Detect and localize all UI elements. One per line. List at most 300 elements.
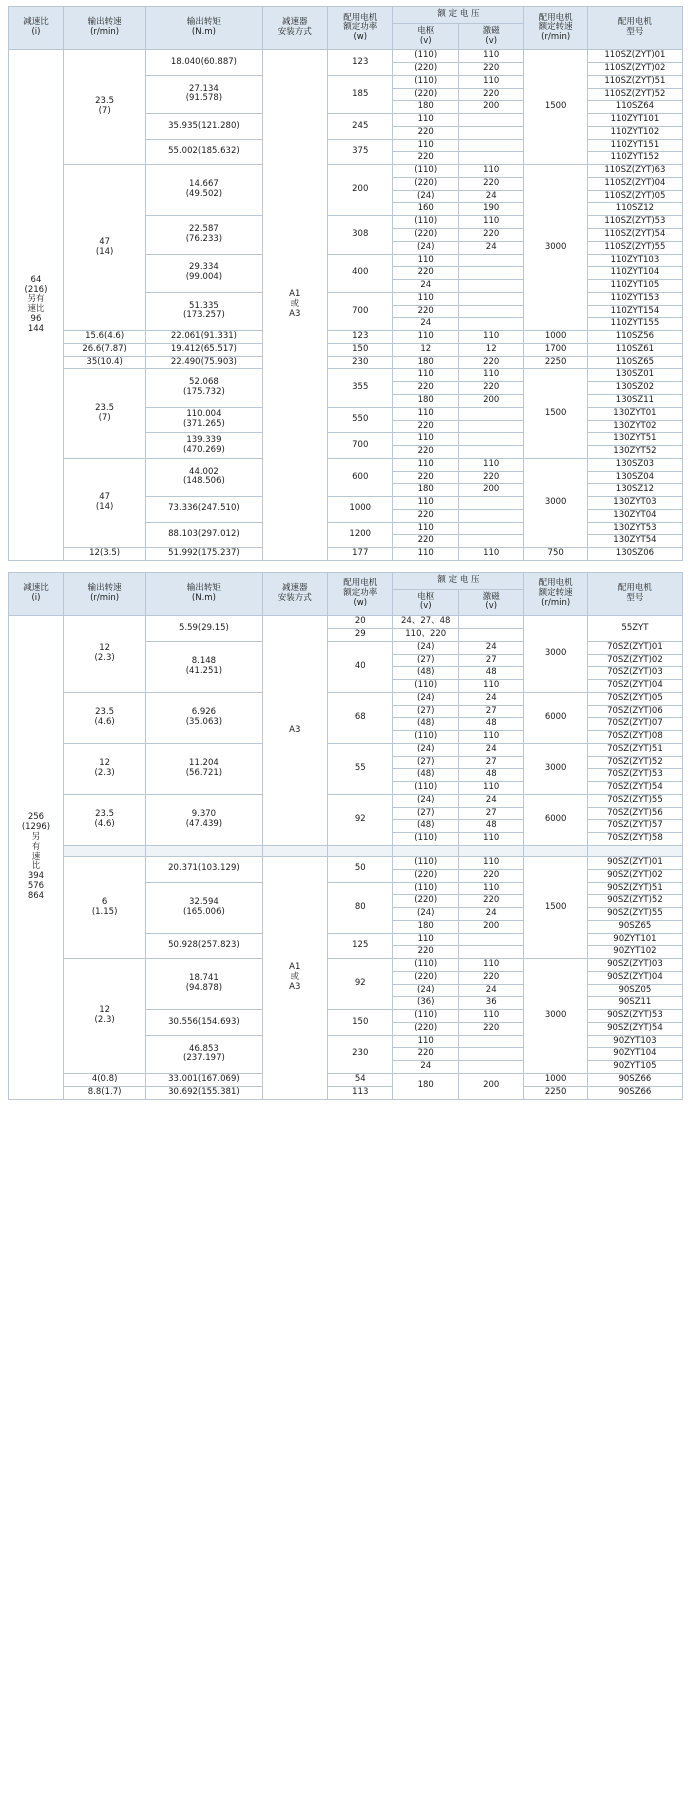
- col-rated-speed-2-l3: (r/min): [541, 597, 571, 608]
- output-torque-cell: 51.335 (173.257): [146, 292, 262, 330]
- table-row: [9, 165, 683, 178]
- output-speed-cell: 26.6(7.87): [63, 343, 145, 356]
- armature-voltage-cell: 220: [393, 152, 458, 165]
- excitation-voltage-cell: 200: [458, 1074, 524, 1100]
- col-power-2-l3: (w): [353, 597, 368, 608]
- motor-model-cell: 110SZ(ZYT)01: [587, 50, 682, 63]
- col-rated-speed-2-l2: 额定转速: [538, 588, 573, 599]
- armature-voltage-cell: 220: [393, 382, 458, 395]
- excitation-voltage-cell: [458, 433, 524, 446]
- excitation-voltage-cell: 24: [458, 190, 524, 203]
- armature-voltage-cell: (110): [393, 857, 458, 870]
- power-cell: 92: [328, 959, 393, 1010]
- excitation-voltage-cell: [458, 616, 524, 629]
- col-rated-speed-l2: 额定转速: [538, 22, 573, 33]
- armature-voltage-cell: (110): [393, 216, 458, 229]
- excitation-voltage-cell: [458, 292, 524, 305]
- excitation-voltage-cell: 24: [458, 641, 524, 654]
- excitation-voltage-cell: 36: [458, 997, 524, 1010]
- armature-voltage-cell: (110): [393, 1010, 458, 1023]
- col-armature-l1: 电枢: [417, 25, 435, 36]
- motor-model-cell: 90SZ(ZYT)54: [587, 1022, 682, 1035]
- armature-voltage-cell: 180: [393, 356, 458, 369]
- armature-voltage-cell: (27): [393, 654, 458, 667]
- motor-model-cell: 90SZ(ZYT)53: [587, 1010, 682, 1023]
- motor-model-cell: 130SZ04: [587, 471, 682, 484]
- col-rated-speed-2: [524, 572, 587, 615]
- col-ratio: [9, 7, 64, 50]
- excitation-voltage-cell: 110: [458, 680, 524, 693]
- power-cell: 68: [328, 692, 393, 743]
- armature-voltage-cell: (48): [393, 667, 458, 680]
- armature-voltage-cell: (220): [393, 1022, 458, 1035]
- motor-model-cell: 70SZ(ZYT)01: [587, 641, 682, 654]
- armature-voltage-cell: (48): [393, 820, 458, 833]
- motor-model-cell: 130ZYT04: [587, 509, 682, 522]
- table-row: [9, 369, 683, 382]
- excitation-voltage-cell: 48: [458, 718, 524, 731]
- excitation-voltage-cell: 110: [458, 165, 524, 178]
- col-power-l2: 额定功率: [343, 22, 378, 33]
- armature-voltage-cell: 110: [393, 458, 458, 471]
- armature-voltage-cell: (24): [393, 794, 458, 807]
- table-row: [9, 846, 683, 857]
- col-voltage: 额 定 电 压: [393, 7, 524, 24]
- table-row: [9, 794, 683, 807]
- motor-model-cell: 110SZ(ZYT)53: [587, 216, 682, 229]
- armature-voltage-cell: 12: [393, 343, 458, 356]
- motor-model-cell: 90SZ66: [587, 1086, 682, 1099]
- armature-voltage-cell: (27): [393, 705, 458, 718]
- armature-voltage-cell: (110): [393, 75, 458, 88]
- motor-model-cell: 70SZ(ZYT)02: [587, 654, 682, 667]
- output-torque-cell: 18.741 (94.878): [146, 959, 262, 1010]
- table-row: [9, 50, 683, 63]
- rated-speed-cell: 750: [524, 548, 587, 561]
- armature-voltage-cell: (220): [393, 971, 458, 984]
- excitation-voltage-cell: 110: [458, 959, 524, 972]
- motor-model-cell: 110SZ(ZYT)51: [587, 75, 682, 88]
- excitation-voltage-cell: 12: [458, 343, 524, 356]
- armature-voltage-cell: (24): [393, 241, 458, 254]
- output-torque-cell: 6.926 (35.063): [146, 692, 262, 743]
- armature-voltage-cell: 110: [393, 407, 458, 420]
- col-output-speed-2: [63, 572, 145, 615]
- motor-model-cell: 110SZ(ZYT)52: [587, 88, 682, 101]
- excitation-voltage-cell: 48: [458, 820, 524, 833]
- col-excitation-2-l2: (v): [485, 601, 498, 612]
- armature-voltage-cell: (48): [393, 769, 458, 782]
- excitation-voltage-cell: [458, 139, 524, 152]
- motor-model-cell: 110SZ61: [587, 343, 682, 356]
- motor-model-cell: 70SZ(ZYT)53: [587, 769, 682, 782]
- power-cell: 123: [328, 331, 393, 344]
- excitation-voltage-cell: 220: [458, 177, 524, 190]
- power-cell: 308: [328, 216, 393, 254]
- motor-model-cell: 130SZ02: [587, 382, 682, 395]
- col-excitation-l1: 激磁: [482, 25, 500, 36]
- motor-model-cell: 90SZ(ZYT)52: [587, 895, 682, 908]
- col-ratio-2-l2: (i): [31, 593, 41, 604]
- excitation-voltage-cell: 200: [458, 101, 524, 114]
- output-speed-cell: 47 (14): [63, 165, 145, 331]
- power-cell: 150: [328, 1010, 393, 1036]
- rated-speed-cell: 3000: [524, 616, 587, 693]
- table-row: [9, 1074, 683, 1087]
- armature-voltage-cell: 110: [393, 522, 458, 535]
- armature-voltage-cell: (27): [393, 807, 458, 820]
- excitation-voltage-cell: [458, 305, 524, 318]
- rated-speed-cell: 3000: [524, 165, 587, 331]
- motor-model-cell: 130SZ01: [587, 369, 682, 382]
- motor-model-cell: 90ZYT102: [587, 946, 682, 959]
- header-row-top: [9, 7, 683, 24]
- motor-model-cell: 110ZYT101: [587, 114, 682, 127]
- excitation-voltage-cell: 200: [458, 484, 524, 497]
- motor-model-cell: 70SZ(ZYT)52: [587, 756, 682, 769]
- excitation-voltage-cell: 24: [458, 692, 524, 705]
- power-cell: 80: [328, 882, 393, 933]
- excitation-voltage-cell: 24: [458, 984, 524, 997]
- armature-voltage-cell: 110: [393, 114, 458, 127]
- col-model-2-l1: 配用电机: [617, 583, 652, 594]
- col-power: [328, 7, 393, 50]
- excitation-voltage-cell: 110: [458, 331, 524, 344]
- col-mounting-2-l1: 减速器: [282, 583, 308, 594]
- excitation-voltage-cell: 110: [458, 458, 524, 471]
- armature-voltage-cell: 220: [393, 946, 458, 959]
- motor-model-cell: 110ZYT152: [587, 152, 682, 165]
- motor-model-cell: 130ZYT03: [587, 497, 682, 510]
- excitation-voltage-cell: 110: [458, 216, 524, 229]
- output-speed-cell: 35(10.4): [63, 356, 145, 369]
- motor-model-cell: 70SZ(ZYT)54: [587, 782, 682, 795]
- col-power-2-l1: 配用电机: [343, 578, 378, 589]
- power-cell: 185: [328, 75, 393, 113]
- col-output-torque: [146, 7, 262, 50]
- armature-voltage-cell: 220: [393, 1048, 458, 1061]
- armature-voltage-cell: 220: [393, 446, 458, 459]
- output-torque-cell: 5.59(29.15): [146, 616, 262, 642]
- excitation-voltage-cell: 24: [458, 241, 524, 254]
- output-speed-cell: 47 (14): [63, 458, 145, 547]
- armature-voltage-cell: 180: [393, 394, 458, 407]
- spec-table-1: [8, 6, 683, 561]
- power-cell: 700: [328, 292, 393, 330]
- excitation-voltage-cell: 220: [458, 382, 524, 395]
- excitation-voltage-cell: [458, 267, 524, 280]
- col-excitation-2-l1: 激磁: [482, 591, 500, 602]
- col-output-speed: [63, 7, 145, 50]
- col-rated-speed-2-l1: 配用电机: [538, 578, 573, 589]
- output-torque-cell: 55.002(185.632): [146, 139, 262, 165]
- col-rated-speed-l1: 配用电机: [538, 12, 573, 23]
- col-excitation-l2: (v): [485, 35, 498, 46]
- armature-voltage-cell: 220: [393, 535, 458, 548]
- output-speed-cell: 23.5 (4.6): [63, 692, 145, 743]
- motor-model-cell: 110SZ56: [587, 331, 682, 344]
- motor-model-cell: 110SZ(ZYT)54: [587, 229, 682, 242]
- armature-voltage-cell: (48): [393, 718, 458, 731]
- section-separator: [63, 846, 145, 857]
- output-speed-cell: 23.5 (4.6): [63, 794, 145, 845]
- rated-speed-cell: 1500: [524, 369, 587, 458]
- ratio-cell: 256 (1296) 另 有 速 比 394 576 864: [9, 616, 64, 1099]
- motor-model-cell: 130ZYT02: [587, 420, 682, 433]
- excitation-voltage-cell: 24: [458, 743, 524, 756]
- motor-model-cell: 110SZ12: [587, 203, 682, 216]
- armature-voltage-cell: (220): [393, 88, 458, 101]
- output-torque-cell: 52.068 (175.732): [146, 369, 262, 407]
- col-ratio-2-l1: 减速比: [23, 583, 49, 594]
- motor-model-cell: 70SZ(ZYT)04: [587, 680, 682, 693]
- motor-model-cell: 90SZ(ZYT)02: [587, 869, 682, 882]
- armature-voltage-cell: 180: [393, 484, 458, 497]
- mounting-cell: A1 或 A3: [262, 857, 327, 1100]
- motor-model-cell: 70SZ(ZYT)05: [587, 692, 682, 705]
- rated-speed-cell: 3000: [524, 743, 587, 794]
- section-separator: [146, 846, 262, 857]
- excitation-voltage-cell: 220: [458, 229, 524, 242]
- col-mounting-l2: 安装方式: [277, 27, 312, 38]
- power-cell: 29: [328, 628, 393, 641]
- motor-model-cell: 90ZYT105: [587, 1061, 682, 1074]
- armature-voltage-cell: (110): [393, 731, 458, 744]
- excitation-voltage-cell: [458, 280, 524, 293]
- rated-speed-cell: 3000: [524, 959, 587, 1074]
- motor-model-cell: 90SZ(ZYT)01: [587, 857, 682, 870]
- armature-voltage-cell: 110: [393, 933, 458, 946]
- col-output-speed-2-l1: 输出转速: [87, 583, 122, 594]
- excitation-voltage-cell: 220: [458, 471, 524, 484]
- excitation-voltage-cell: [458, 497, 524, 510]
- section-separator: [458, 846, 524, 857]
- power-cell: 230: [328, 1035, 393, 1073]
- armature-voltage-cell: (24): [393, 641, 458, 654]
- armature-voltage-cell: 220: [393, 509, 458, 522]
- armature-voltage-cell: (220): [393, 177, 458, 190]
- power-cell: 400: [328, 254, 393, 292]
- excitation-voltage-cell: 24: [458, 794, 524, 807]
- excitation-voltage-cell: 110: [458, 548, 524, 561]
- power-cell: 355: [328, 369, 393, 407]
- armature-voltage-cell: 180: [393, 1074, 458, 1100]
- col-rated-speed-l3: (r/min): [541, 32, 571, 43]
- motor-model-cell: 90SZ(ZYT)55: [587, 908, 682, 921]
- power-cell: 123: [328, 50, 393, 76]
- power-cell: 92: [328, 794, 393, 845]
- output-speed-cell: 8.8(1.7): [63, 1086, 145, 1099]
- table-row: [9, 616, 683, 629]
- motor-model-cell: 70SZ(ZYT)57: [587, 820, 682, 833]
- output-speed-cell: 15.6(4.6): [63, 331, 145, 344]
- excitation-voltage-cell: [458, 420, 524, 433]
- excitation-voltage-cell: 220: [458, 63, 524, 76]
- output-speed-cell: 4(0.8): [63, 1074, 145, 1087]
- motor-model-cell: 110SZ(ZYT)04: [587, 177, 682, 190]
- col-output-speed-l2: (r/min): [90, 27, 120, 38]
- table-row: [9, 356, 683, 369]
- col-excitation-2: [458, 589, 524, 616]
- excitation-voltage-cell: [458, 535, 524, 548]
- motor-model-cell: 110ZYT155: [587, 318, 682, 331]
- motor-model-cell: 55ZYT: [587, 616, 682, 642]
- motor-model-cell: 90SZ(ZYT)03: [587, 959, 682, 972]
- power-cell: 200: [328, 165, 393, 216]
- col-armature-2-l2: (v): [419, 601, 432, 612]
- motor-model-cell: 90SZ(ZYT)51: [587, 882, 682, 895]
- output-torque-cell: 20.371(103.129): [146, 857, 262, 883]
- armature-voltage-cell: (220): [393, 229, 458, 242]
- excitation-voltage-cell: 110: [458, 731, 524, 744]
- output-torque-cell: 88.103(297.012): [146, 522, 262, 548]
- excitation-voltage-cell: 110: [458, 782, 524, 795]
- power-cell: 1000: [328, 497, 393, 523]
- excitation-voltage-cell: 220: [458, 88, 524, 101]
- rated-speed-cell: 1000: [524, 1074, 587, 1087]
- motor-model-cell: 130ZYT01: [587, 407, 682, 420]
- output-speed-cell: 12 (2.3): [63, 959, 145, 1074]
- excitation-voltage-cell: 110: [458, 1010, 524, 1023]
- excitation-voltage-cell: [458, 254, 524, 267]
- output-torque-cell: 46.853 (237.197): [146, 1035, 262, 1073]
- motor-model-cell: 90SZ66: [587, 1074, 682, 1087]
- motor-model-cell: 130ZYT52: [587, 446, 682, 459]
- excitation-voltage-cell: [458, 114, 524, 127]
- col-armature-2: [393, 589, 458, 616]
- rated-speed-cell: 3000: [524, 458, 587, 547]
- rated-speed-cell: 6000: [524, 692, 587, 743]
- motor-model-cell: 70SZ(ZYT)55: [587, 794, 682, 807]
- motor-model-cell: 130SZ11: [587, 394, 682, 407]
- rated-speed-cell: 1500: [524, 857, 587, 959]
- excitation-voltage-cell: [458, 407, 524, 420]
- excitation-voltage-cell: [458, 126, 524, 139]
- excitation-voltage-cell: [458, 446, 524, 459]
- armature-voltage-cell: 220: [393, 267, 458, 280]
- col-output-torque-2: [146, 572, 262, 615]
- output-torque-cell: 29.334 (99.004): [146, 254, 262, 292]
- armature-voltage-cell: 220: [393, 420, 458, 433]
- power-cell: 700: [328, 433, 393, 459]
- output-torque-cell: 8.148 (41.251): [146, 641, 262, 692]
- table-row: [9, 1086, 683, 1099]
- output-torque-cell: 35.935(121.280): [146, 114, 262, 140]
- motor-model-cell: 110SZ(ZYT)02: [587, 63, 682, 76]
- excitation-voltage-cell: 110: [458, 369, 524, 382]
- table-row: [9, 857, 683, 870]
- power-cell: 245: [328, 114, 393, 140]
- table-row: [9, 343, 683, 356]
- armature-voltage-cell: 24: [393, 318, 458, 331]
- section-separator: [393, 846, 458, 857]
- col-model-2: [587, 572, 682, 615]
- ratio-cell: 64 (216) 另有 速比 96 144: [9, 50, 64, 561]
- armature-voltage-cell: 110: [393, 497, 458, 510]
- col-model-l1: 配用电机: [617, 17, 652, 28]
- excitation-voltage-cell: [458, 522, 524, 535]
- motor-model-cell: 90ZYT101: [587, 933, 682, 946]
- armature-voltage-cell: 110: [393, 548, 458, 561]
- table-row: [9, 743, 683, 756]
- col-armature-2-l1: 电枢: [417, 591, 435, 602]
- motor-model-cell: 70SZ(ZYT)51: [587, 743, 682, 756]
- col-ratio-l2: (i): [31, 27, 41, 38]
- armature-voltage-cell: 110: [393, 292, 458, 305]
- excitation-voltage-cell: 110: [458, 75, 524, 88]
- output-torque-cell: 30.692(155.381): [146, 1086, 262, 1099]
- motor-model-cell: 130ZYT54: [587, 535, 682, 548]
- motor-model-cell: 110ZYT102: [587, 126, 682, 139]
- spec-table-1-body: [9, 50, 683, 561]
- excitation-voltage-cell: [458, 1035, 524, 1048]
- motor-model-cell: 130ZYT51: [587, 433, 682, 446]
- power-cell: 550: [328, 407, 393, 433]
- section-separator: [328, 846, 393, 857]
- excitation-voltage-cell: 110: [458, 50, 524, 63]
- motor-model-cell: 70SZ(ZYT)03: [587, 667, 682, 680]
- excitation-voltage-cell: 27: [458, 807, 524, 820]
- motor-model-cell: 90ZYT104: [587, 1048, 682, 1061]
- motor-model-cell: 130ZYT53: [587, 522, 682, 535]
- armature-voltage-cell: 24: [393, 1061, 458, 1074]
- motor-model-cell: 110ZYT151: [587, 139, 682, 152]
- motor-model-cell: 90SZ(ZYT)04: [587, 971, 682, 984]
- excitation-voltage-cell: [458, 933, 524, 946]
- armature-voltage-cell: 160: [393, 203, 458, 216]
- armature-voltage-cell: 110: [393, 254, 458, 267]
- motor-model-cell: 110SZ64: [587, 101, 682, 114]
- mounting-cell: A3: [262, 616, 327, 846]
- excitation-voltage-cell: [458, 946, 524, 959]
- motor-model-cell: 90SZ65: [587, 920, 682, 933]
- excitation-voltage-cell: 27: [458, 756, 524, 769]
- rated-speed-cell: 2250: [524, 356, 587, 369]
- motor-model-cell: 90SZ11: [587, 997, 682, 1010]
- col-rated-speed: [524, 7, 587, 50]
- armature-voltage-cell: (27): [393, 756, 458, 769]
- motor-model-cell: 90ZYT103: [587, 1035, 682, 1048]
- power-cell: 230: [328, 356, 393, 369]
- excitation-voltage-cell: 110: [458, 833, 524, 846]
- output-torque-cell: 18.040(60.887): [146, 50, 262, 76]
- col-output-speed-2-l2: (r/min): [90, 593, 120, 604]
- excitation-voltage-cell: 24: [458, 908, 524, 921]
- power-cell: 150: [328, 343, 393, 356]
- armature-voltage-cell: (110): [393, 959, 458, 972]
- excitation-voltage-cell: 220: [458, 971, 524, 984]
- header-row-top-2: [9, 572, 683, 589]
- armature-voltage-cell: (110): [393, 680, 458, 693]
- col-mounting-l1: 减速器: [282, 17, 308, 28]
- excitation-voltage-cell: 220: [458, 869, 524, 882]
- section-separator: [587, 846, 682, 857]
- motor-model-cell: 90SZ05: [587, 984, 682, 997]
- armature-voltage-cell: 180: [393, 920, 458, 933]
- output-torque-cell: 139.339 (470.269): [146, 433, 262, 459]
- excitation-voltage-cell: [458, 1061, 524, 1074]
- power-cell: 50: [328, 857, 393, 883]
- col-mounting-2-l2: 安装方式: [277, 593, 312, 604]
- armature-voltage-cell: 110: [393, 433, 458, 446]
- power-cell: 1200: [328, 522, 393, 548]
- col-power-2: [328, 572, 393, 615]
- output-torque-cell: 22.490(75.903): [146, 356, 262, 369]
- col-output-torque-l2: (N.m): [191, 27, 216, 38]
- motor-model-cell: 110SZ(ZYT)05: [587, 190, 682, 203]
- armature-voltage-cell: (24): [393, 743, 458, 756]
- col-power-l1: 配用电机: [343, 12, 378, 23]
